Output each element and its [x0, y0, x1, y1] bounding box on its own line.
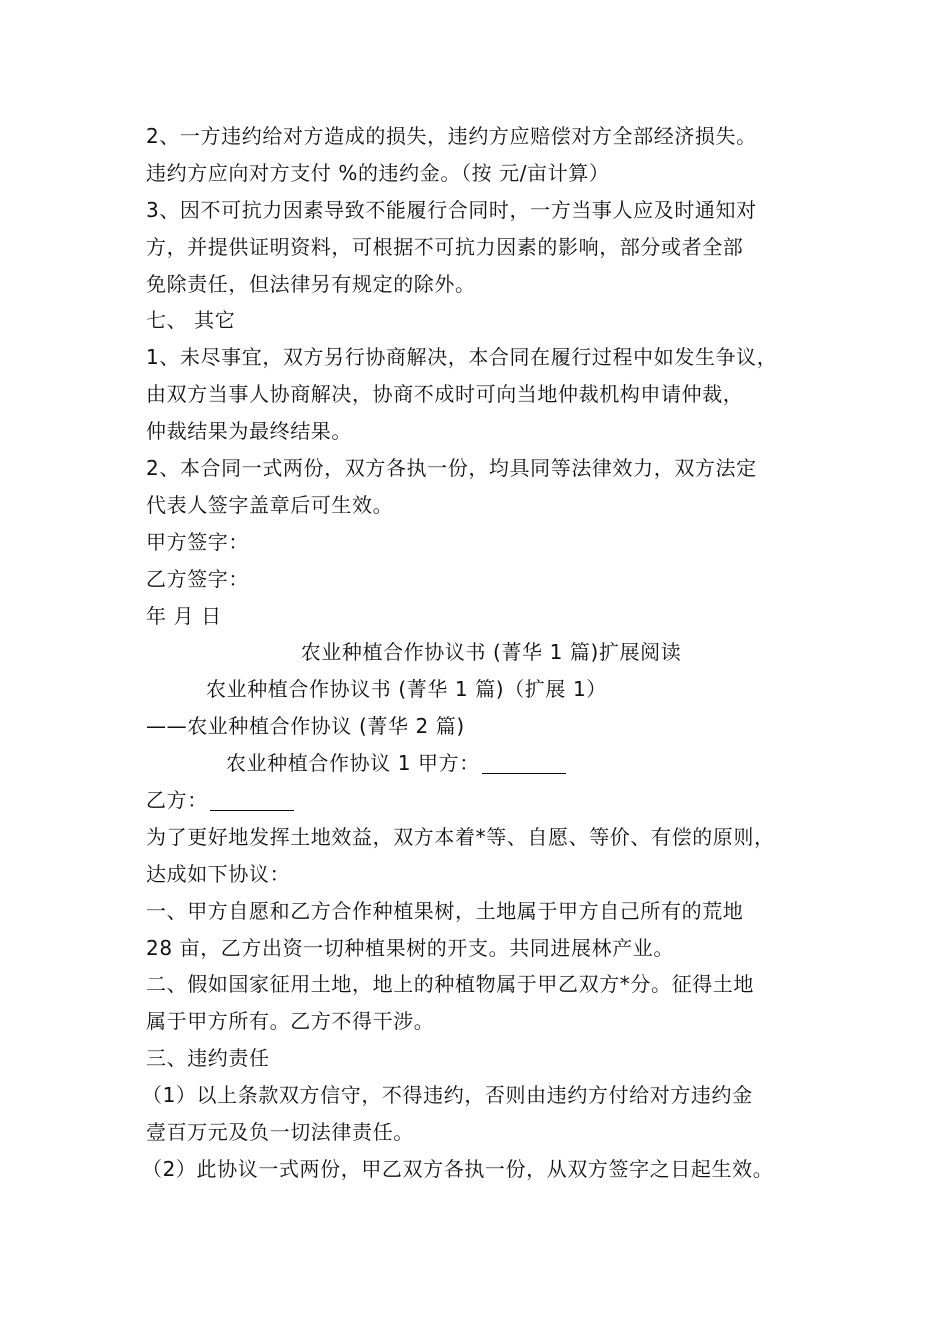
party-b-blank [210, 788, 294, 811]
clause-line: 2、本合同一式两份，双方各执一份，均具同等法律效力，双方法定 [146, 456, 757, 481]
clause-line: 1、未尽事宜，双方另行协商解决，本合同在履行过程中如发生争议， [146, 345, 778, 370]
section-heading: 七、 其它 [146, 308, 236, 333]
agreement-heading-text: 农业种植合作协议 1 甲方： [226, 751, 480, 776]
extended-reading-title: 农业种植合作协议书 (菁华 1 篇)扩展阅读 [300, 640, 682, 665]
clause-line: 方，并提供证明资料，可根据不可抗力因素的影响，部分或者全部 [146, 234, 744, 259]
clause-line: （2）此协议一式两份，甲乙双方各执一份，从双方签字之日起生效。 [142, 1156, 774, 1181]
party-a-signature: 甲方签字： [146, 529, 249, 554]
clause-line: 2、一方违约给对方造成的损失，违约方应赔偿对方全部经济损失。 [146, 124, 757, 148]
clause-line: 仲裁结果为最终结果。 [146, 419, 352, 444]
clause-line: 28 亩，乙方出资一切种植果树的开支。共同进展林产业。 [146, 935, 675, 960]
clause-line: 壹百万元及负一切法律责任。 [146, 1120, 414, 1145]
clause-line: 二、假如国家征用土地，地上的种植物属于甲乙双方*分。征得土地 [146, 972, 754, 997]
party-b-label: 乙方： [146, 788, 208, 813]
clause-line: （1）以上条款双方信守，不得违约，否则由违约方付给对方违约金 [142, 1083, 753, 1108]
party-b-line [146, 782, 836, 819]
clause-line: 达成如下协议： [146, 861, 291, 886]
agreement-subtitle: ——农业种植合作协议 (菁华 2 篇) [146, 714, 465, 739]
clause-line: 一、甲方自愿和乙方合作种植果树，土地属于甲方自己所有的荒地 [146, 898, 744, 923]
clause-line: 代表人签字盖章后可生效。 [146, 492, 394, 517]
extension-title: 农业种植合作协议书 (菁华 1 篇)（扩展 1） [206, 677, 607, 702]
clause-line: 3、因不可抗力因素导致不能履行合同时，一方当事人应及时通知对 [146, 197, 757, 222]
date-line: 年 月 日 [146, 603, 222, 628]
party-a-blank [482, 751, 566, 774]
clause-line: 由双方当事人协商解决，协商不成时可向当地仲裁机构申请仲裁， [146, 382, 744, 407]
section-heading: 三、违约责任 [146, 1046, 270, 1071]
document-body [142, 118, 836, 1188]
party-b-signature: 乙方签字： [146, 566, 249, 591]
clause-line: 属于甲方所有。乙方不得干涉。 [146, 1009, 435, 1034]
clause-line: 免除责任，但法律另有规定的除外。 [146, 271, 476, 296]
clause-line: 为了更好地发挥土地效益，双方本着*等、自愿、等价、有偿的原则， [146, 824, 775, 849]
clause-line: 违约方应向对方支付 %的违约金。（按 元/亩计算） [146, 160, 610, 185]
agreement-heading-line [146, 745, 836, 782]
